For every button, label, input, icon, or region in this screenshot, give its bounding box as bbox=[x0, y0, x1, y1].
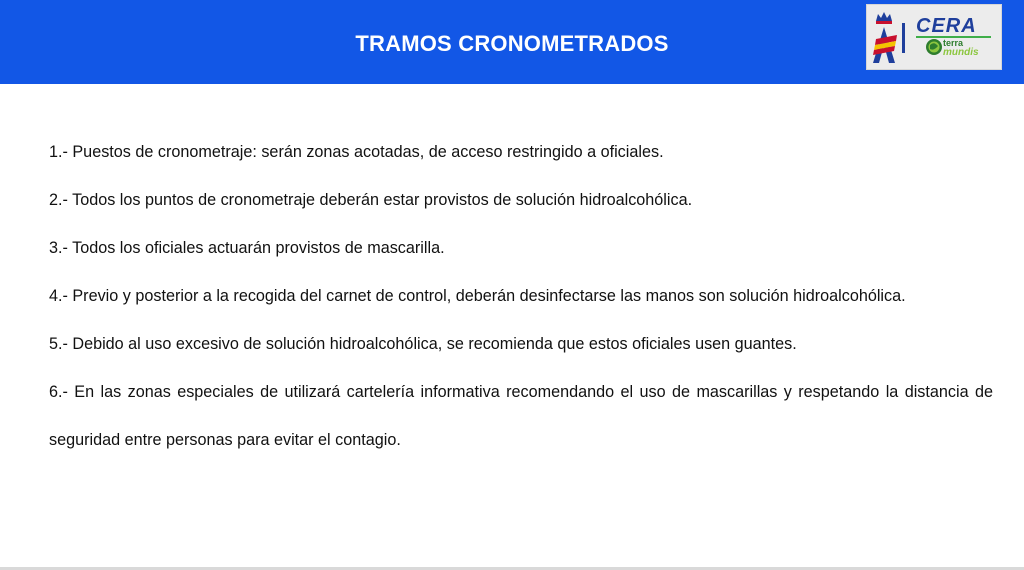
list-item: 4.- Previo y posterior a la recogida del carnet de control, deberán desinfectarse las manos son solución hidroalcohólica. bbox=[49, 287, 906, 305]
page-title: TRAMOS CRONOMETRADOS bbox=[355, 31, 669, 56]
sponsor-logo bbox=[866, 4, 1002, 70]
rfeda-emblem-icon bbox=[873, 23, 905, 63]
logo-partner-line1: terra bbox=[943, 38, 964, 48]
list-item: 5.- Debido al uso excesivo de solución hidroalcohólica, se recomienda que estos oficiales usen guantes. bbox=[49, 335, 797, 353]
logo-brand-text: CERA bbox=[916, 15, 977, 37]
list-item: 6.- En las zonas especiales de utilizará cartelería informativa recomendando el uso de mascarillas y respetando la distancia de seguridad entre personas para evitar el contagio. bbox=[49, 383, 993, 449]
list-item: 3.- Todos los oficiales actuarán provistos de mascarilla. bbox=[49, 239, 445, 257]
royal-crown-icon bbox=[876, 12, 892, 24]
header-bar bbox=[0, 0, 1024, 84]
terra-mundis-globe-icon bbox=[926, 39, 942, 55]
list-item: 1.- Puestos de cronometraje: serán zonas acotadas, de acceso restringido a oficiales. bbox=[49, 143, 664, 161]
logo-partner-line2: mundis bbox=[943, 47, 979, 58]
list-item: 2.- Todos los puntos de cronometraje deberán estar provistos de solución hidroalcohólica. bbox=[49, 191, 693, 209]
content-body bbox=[49, 128, 993, 464]
